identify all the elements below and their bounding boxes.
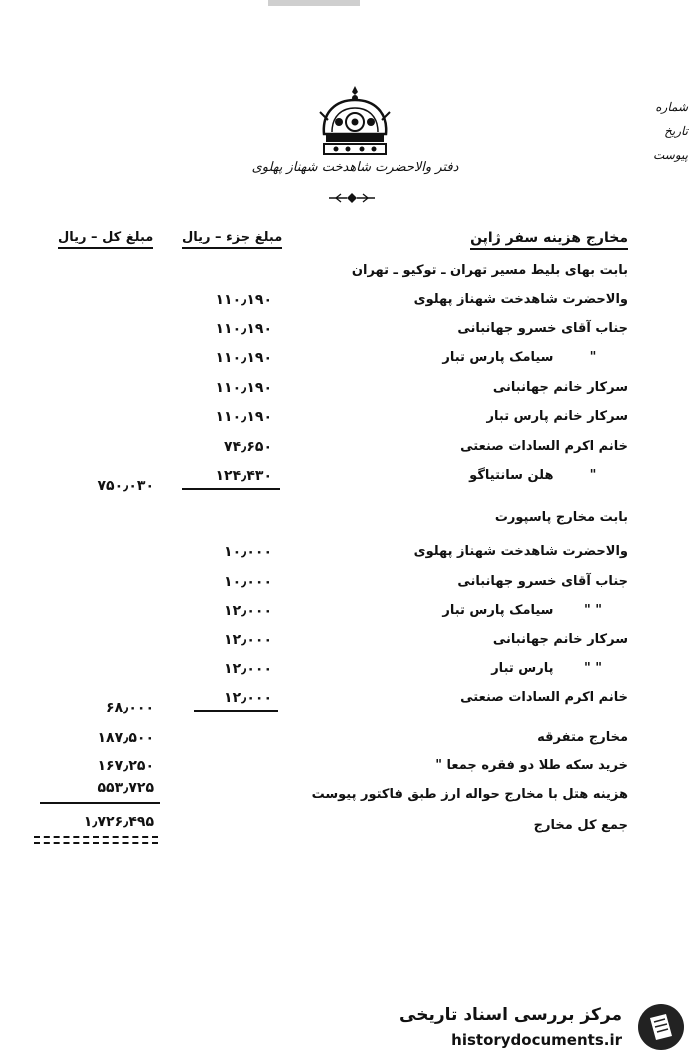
section-title-travel: بابت بهای بلیط مسیر تهران ـ توکیو ـ تهران (351, 263, 628, 278)
misc-label: هزینه هتل با مخارج حواله ارز طبق فاکتور پیوست (311, 787, 628, 802)
travel-row-name: سیامک پارس تبار (442, 350, 554, 365)
travel-row-name: سرکار خانم جهانبانی (492, 380, 628, 395)
header-partial-amount: مبلغ جزء – ریال (182, 230, 282, 249)
subtotal-underline (182, 488, 280, 490)
passport-row-amount: ۱۲٫۰۰۰ (224, 690, 272, 706)
ornament-divider-icon (327, 192, 377, 204)
travel-row-amount: ۱۱۰٫۱۹۰ (215, 321, 272, 337)
crown-emblem-icon (318, 82, 392, 160)
footer-title: مرکز بررسی اسناد تاریخی (399, 1005, 622, 1025)
travel-row-amount: ۱۱۰٫۱۹۰ (215, 409, 272, 425)
meta-attachment-label: پیوست (653, 148, 688, 162)
meta-date-label: تاریخ (664, 124, 688, 138)
misc-total: ۱۸۷٫۵۰۰ (97, 730, 154, 746)
travel-row-name-wrap (442, 350, 628, 365)
travel-row-name: والاحضرت شاهدخت شهناز پهلوی (413, 292, 628, 307)
archive-logo-icon (636, 1002, 686, 1052)
travel-row-name: سرکار خانم پارس تبار (486, 409, 628, 424)
travel-row-amount: ۱۱۰٫۱۹۰ (215, 292, 272, 308)
travel-row-name-wrap (469, 468, 628, 483)
meta-number-label: شماره (655, 100, 688, 114)
passport-section-total: ۶۸٫۰۰۰ (106, 700, 154, 716)
ditto-mark: " " (583, 661, 603, 676)
subtotal-underline (194, 710, 278, 712)
ditto-mark: " (589, 350, 597, 365)
passport-row-name: پارس تبار (491, 661, 554, 676)
section-title-passport: بابت مخارج پاسپورت (494, 510, 628, 525)
misc-label: خرید سکه طلا دو فقره جمعا " (435, 758, 628, 773)
grand-total-double-line (34, 842, 158, 844)
total-underline (40, 802, 160, 804)
travel-section-total: ۷۵۰٫۰۳۰ (97, 478, 154, 494)
header-description: مخارج هزینه سفر ژاپن (470, 230, 628, 250)
ditto-mark: " (589, 468, 597, 483)
scan-mark (268, 0, 360, 6)
grand-total-value: ۱٫۷۲۶٫۴۹۵ (83, 814, 154, 830)
header-total-amount: مبلغ کل – ریال (58, 230, 153, 249)
passport-row-name-wrap (491, 661, 628, 676)
passport-row-name: جناب آقای خسرو جهانبانی (457, 574, 628, 589)
travel-row-name: هلن سانتیاگو (469, 468, 554, 483)
passport-row-name: والاحضرت شاهدخت شهناز پهلوی (413, 544, 628, 559)
travel-row-amount: ۱۱۰٫۱۹۰ (215, 380, 272, 396)
passport-row-amount: ۱۲٫۰۰۰ (224, 632, 272, 648)
travel-row-amount: ۱۲۴٫۴۳۰ (215, 468, 272, 484)
travel-row-amount: ۷۴٫۶۵۰ (224, 439, 272, 455)
travel-row-name: جناب آقای خسرو جهانبانی (457, 321, 628, 336)
grand-total-double-line (34, 836, 158, 838)
passport-row-amount: ۱۰٫۰۰۰ (224, 544, 272, 560)
ditto-mark: " " (583, 603, 603, 618)
passport-row-name: سیامک پارس تبار (442, 603, 554, 618)
passport-row-name: خانم اکرم السادات صنعتی (460, 690, 628, 705)
travel-row-name: خانم اکرم السادات صنعتی (460, 439, 628, 454)
passport-row-name-wrap (442, 603, 628, 618)
grand-total-label: جمع کل مخارج (533, 818, 628, 833)
office-title: دفتر والاحضرت شاهدخت شهناز پهلوی (251, 160, 459, 175)
footer-url: historydocuments.ir (451, 1031, 622, 1049)
passport-row-amount: ۱۲٫۰۰۰ (224, 603, 272, 619)
passport-row-amount: ۱۰٫۰۰۰ (224, 574, 272, 590)
misc-total: ۵۵۳٫۷۲۵ (97, 780, 154, 796)
passport-row-amount: ۱۲٫۰۰۰ (224, 661, 272, 677)
letterhead-meta (628, 95, 688, 167)
travel-row-amount: ۱۱۰٫۱۹۰ (215, 350, 272, 366)
passport-row-name: سرکار خانم جهانبانی (492, 632, 628, 647)
misc-label: مخارج متفرقه (537, 730, 628, 745)
misc-total: ۱۶۷٫۲۵۰ (97, 758, 154, 774)
